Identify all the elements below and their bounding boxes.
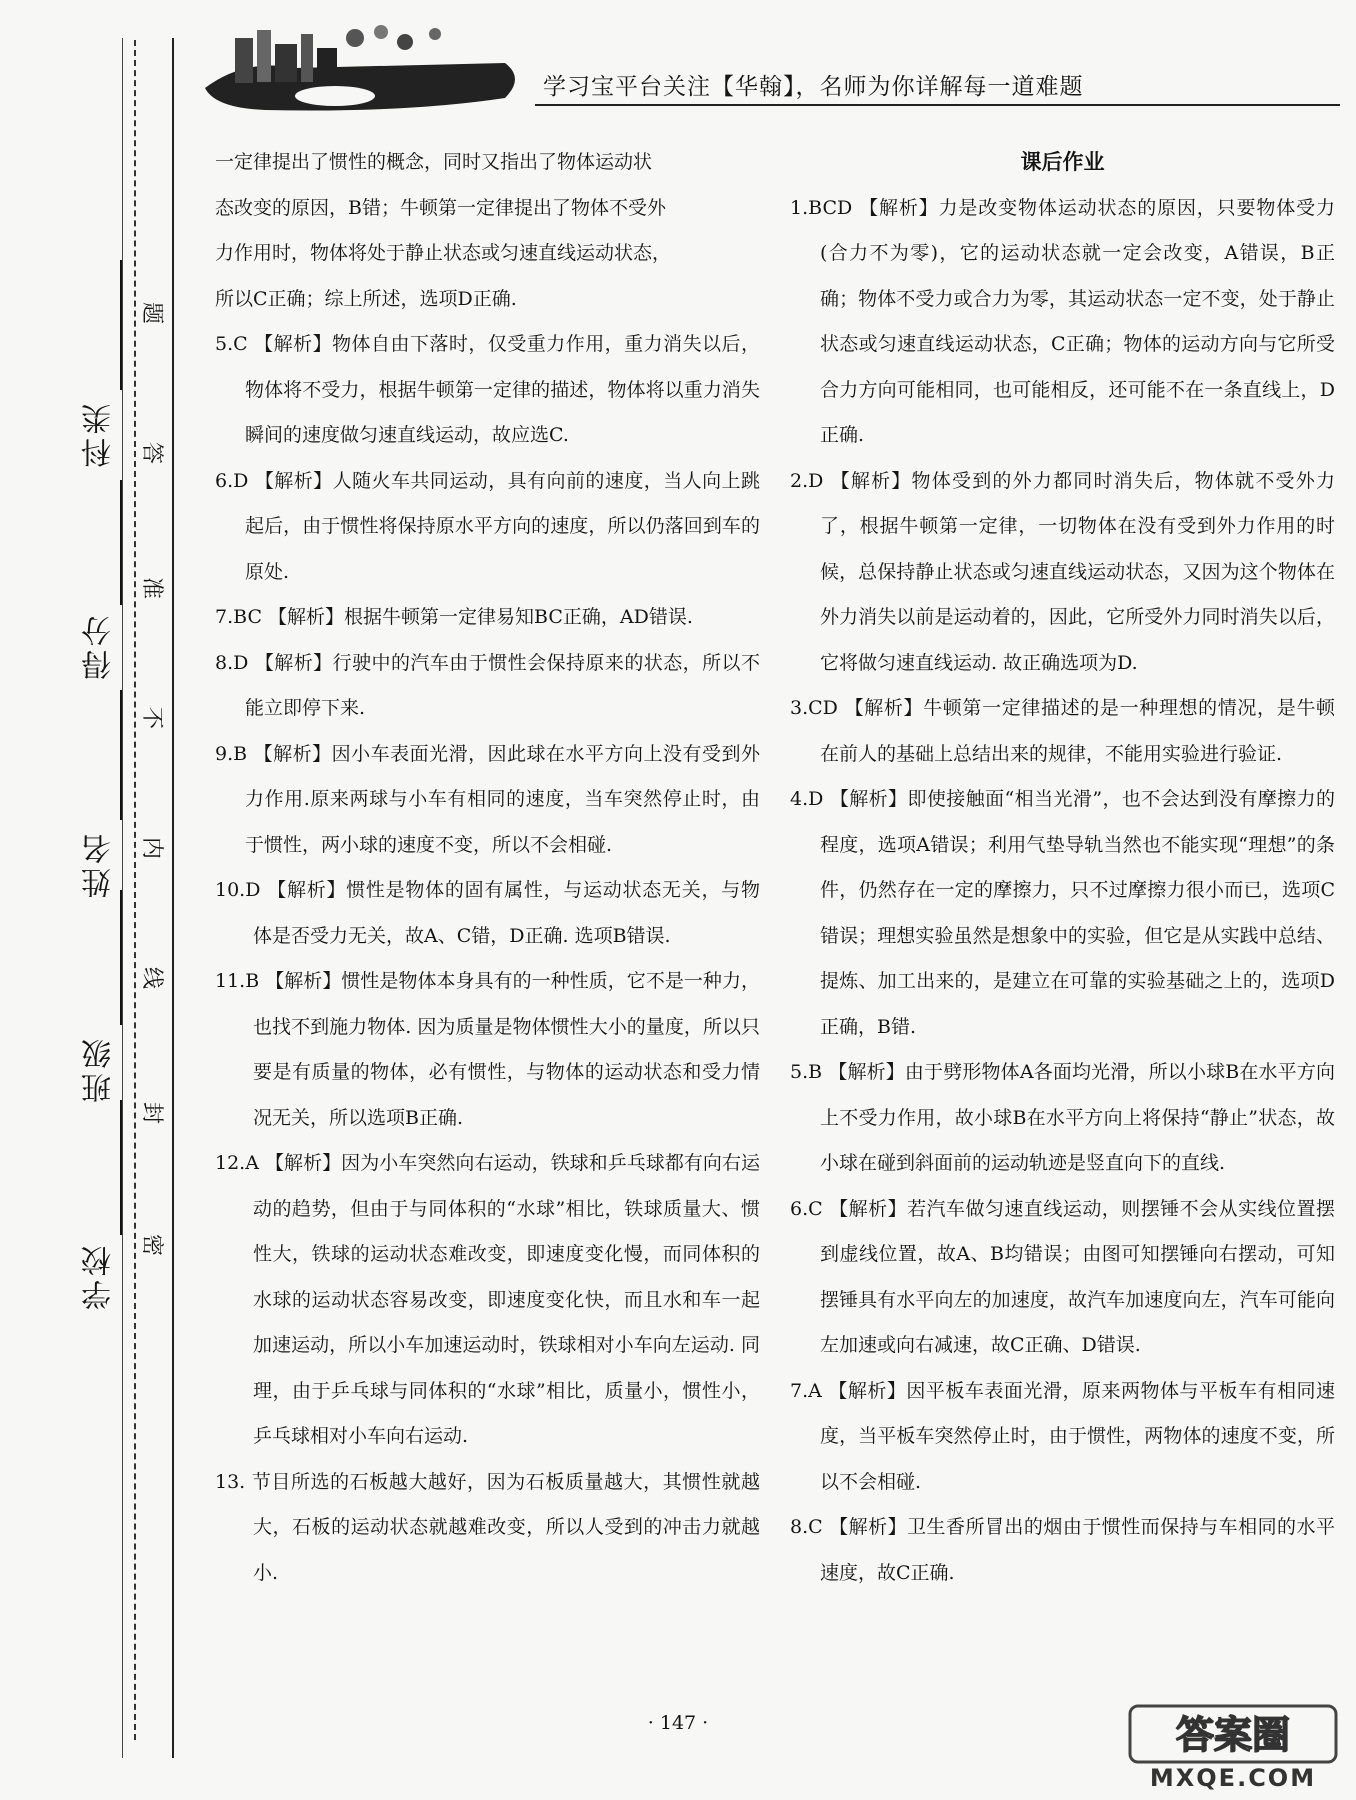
answer-item: 3.CD 【解析】牛顿第一定律描述的是一种理想的情况，是牛顿在前人的基础上总结出来的规律，不能用实验进行验证. — [790, 697, 1335, 765]
right-column — [790, 140, 1335, 1596]
watermark-logo — [1128, 1704, 1338, 1790]
margin-border-line — [122, 38, 123, 1758]
answer-item: 8.C 【解析】卫生香所冒出的烟由于惯性而保持与车相同的水平速度，故C正确. — [790, 1516, 1335, 1584]
header-decoration-image — [205, 18, 525, 118]
page-header — [205, 18, 1340, 118]
page-number: · 147 · — [647, 1712, 709, 1734]
answer-item: 4.D 【解析】即使接触面“相当光滑”，也不会达到没有摩擦力的程度，选项A错误；利用气垫导轨当然也不能实现“理想”的条件，仍然存在一定的摩擦力，只不过摩擦力很小而已，选项C错误；理想实验虽然是想象中的实验，但它是从实践中总结、提炼、加工出来的，是建立在可靠的实验基础之上的，选项D正确，B错. — [790, 788, 1335, 1038]
answer-item: 5.C 【解析】物体自由下落时，仅受重力作用，重力消失以后，物体将不受力，根据牛顿第一定律的描述，物体将以重力消失瞬间的速度做匀速直线运动，故应选C. — [215, 333, 760, 446]
svg-text:MXQE.COM: MXQE.COM — [1149, 1764, 1317, 1790]
field-label-school: 学校 — [82, 1242, 117, 1310]
continuation-line: 所以C正确；综上所述，选项D正确. — [215, 287, 517, 310]
continuation-line: 一定律提出了惯性的概念，同时又指出了物体运动状 — [215, 151, 653, 173]
field-line-school — [120, 1100, 122, 1235]
header-slogan: 学习宝平台关注【华翰】，名师为你详解每一道难题 — [543, 74, 1084, 100]
answer-item: 12.A 【解析】因为小车突然向右运动，铁球和乒乓球都有向右运动的趋势，但由于与同体积的“水球”相比，铁球质量大、惯性大，铁球的运动状态难改变，即速度变化慢，而同体积的水球的运动状态容易改变，即速度变化快，而且水和车一起加速运动，所以小车加速运动时，铁球相对小车向左运动. 同理，由于乒乓球与同体积的“水球”相比，质量小，惯性小，乒乓球相对小车向右运动. — [215, 1152, 760, 1447]
answer-item: 6.C 【解析】若汽车做匀速直线运动，则摆锤不会从实线位置摆到虚线位置，故A、B均错误；由图可知摆锤向右摆动，可知摆锤具有水平向左的加速度，故汽车加速度向左，汽车可能向左加速或向右减速，故C正确、D错误. — [790, 1197, 1335, 1356]
continuation-line: 力作用时，物体将处于静止状态或匀速直线运动状态， — [215, 242, 672, 264]
answer-item: 2.D 【解析】物体受到的外力都同时消失后，物体就不受外力了，根据牛顿第一定律，一切物体在没有受到外力作用的时候，总保持静止状态或匀速直线运动状态，又因为这个物体在外力消失以前是运动着的，因此，它所受外力同时消失以后，它将做匀速直线运动. 故正确选项为D. — [790, 469, 1335, 674]
answer-item: 1.BCD 【解析】力是改变物体运动状态的原因，只要物体受力(合力不为零)，它的运动状态就一定会改变，A错误，B正确；物体不受力或合力为零，其运动状态一定不变，处于静止状态或匀速直线运动状态，C正确；物体的运动方向与它所受合力方向可能相同，也可能相反，还可能不在一条直线上，D正确. — [790, 196, 1335, 446]
field-line-name — [120, 690, 122, 820]
field-line-score — [120, 480, 122, 605]
seal-char: 密 — [142, 1230, 165, 1256]
field-label-score: 得分 — [82, 612, 117, 680]
seal-char: 封 — [142, 1098, 165, 1124]
field-label-subject: 科类 — [82, 400, 117, 468]
seal-dashed-line — [134, 40, 136, 1740]
seal-char: 准 — [142, 573, 165, 599]
answer-item: 13. 节目所选的石板越大越好，因为石板质量越大，其惯性就越大，石板的运动状态就越难改变，所以人受到的冲击力就越小. — [215, 1470, 760, 1584]
answer-item: 6.D 【解析】人随火车共同运动，具有向前的速度，当人向上跳起后，由于惯性将保持原水平方向的速度，所以仍落回到车的原处. — [215, 469, 760, 583]
field-label-class: 班级 — [82, 1035, 117, 1103]
seal-char: 内 — [142, 833, 165, 859]
answer-item: 11.B 【解析】惯性是物体本身具有的一种性质，它不是一种力，也找不到施力物体. 因为质量是物体惯性大小的量度，所以只要是有质量的物体，必有惯性，与物体的运动状态和受力情况无关，所以选项B正确. — [215, 970, 760, 1129]
left-column — [215, 140, 760, 1596]
seal-char: 答 — [142, 438, 165, 464]
answer-item: 9.B 【解析】因小车表面光滑，因此球在水平方向上没有受到外力作用.原来两球与小车有相同的速度，当车突然停止时，由于惯性，两小球的速度不变，所以不会相碰. — [215, 742, 760, 856]
section-title: 课后作业 — [1020, 150, 1105, 174]
answer-item: 7.BC 【解析】根据牛顿第一定律易知BC正确，AD错误. — [215, 606, 693, 628]
binding-margin — [0, 0, 175, 1800]
header-rule — [535, 104, 1340, 106]
svg-text:答案圈: 答案圈 — [1175, 1713, 1291, 1757]
field-label-name: 姓名 — [82, 830, 117, 898]
answer-item: 7.A 【解析】因平板车表面光滑，原来两物体与平板车有相同速度，当平板车突然停止时，由于惯性，两物体的速度不变，所以不会相碰. — [790, 1379, 1335, 1493]
answer-item: 8.D 【解析】行驶中的汽车由于惯性会保持原来的状态，所以不能立即停下来. — [215, 651, 760, 719]
answer-item: 10.D 【解析】惯性是物体的固有属性，与运动状态无关，与物体是否受力无关，故A、C错，D正确. 选项B错误. — [215, 879, 760, 947]
continuation-line: 态改变的原因，B错；牛顿第一定律提出了物体不受外 — [215, 196, 666, 219]
seal-char: 题 — [142, 298, 165, 324]
field-line-class — [120, 890, 122, 1025]
answer-item: 5.B 【解析】由于劈形物体A各面均光滑，所以小球B在水平方向上不受力作用，故小球B在水平方向上将保持“静止”状态，故小球在碰到斜面前的运动轨迹是竖直向下的直线. — [790, 1061, 1335, 1174]
seal-char: 线 — [142, 963, 165, 989]
margin-border-line — [172, 38, 174, 1758]
seal-char: 不 — [142, 703, 165, 729]
field-line-subject — [120, 260, 122, 390]
